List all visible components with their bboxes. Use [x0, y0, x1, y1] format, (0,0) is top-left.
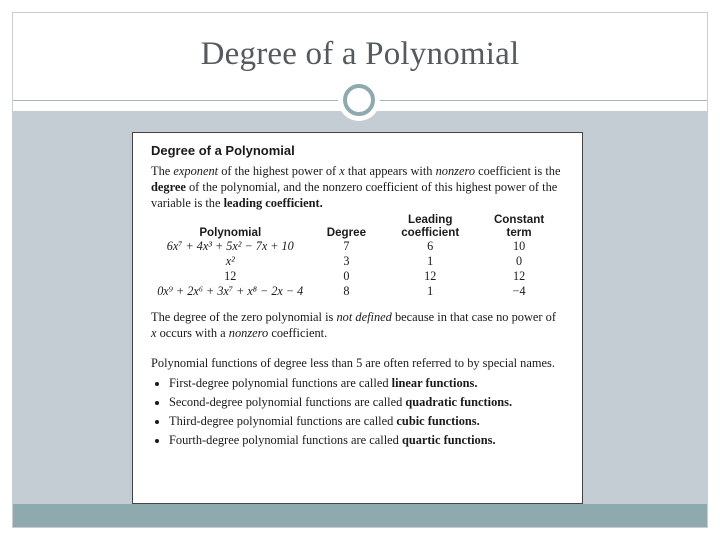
cell-leading: 12: [424, 269, 437, 283]
special-names-paragraph: Polynomial functions of degree less than 5 are often referred to by special names.: [151, 356, 555, 370]
cell-polynomial: x²: [225, 254, 235, 268]
cell-polynomial: 6x⁷ + 4x³ + 5x² − 7x + 10: [166, 239, 294, 253]
intro-degree: degree: [151, 180, 186, 194]
polynomial-table: [151, 213, 561, 299]
list-item-text: Third-degree polynomial functions are called: [169, 414, 397, 428]
cell-polynomial: 12: [224, 269, 237, 283]
zero-polynomial-paragraph: [151, 309, 564, 341]
table-row: [151, 254, 561, 269]
intro-variable: x: [339, 164, 345, 178]
header-polynomial-label: Polynomial: [199, 226, 262, 239]
list-item: [169, 375, 564, 391]
cell-constant: −4: [512, 284, 526, 298]
table-row: [151, 239, 561, 254]
cell-leading: 6: [427, 239, 434, 253]
zero-not-defined: not defined: [336, 310, 392, 324]
zero-text-7: coefficient.: [268, 326, 328, 340]
header-constant-line1: Constant: [493, 213, 545, 226]
cell-constant: 12: [512, 269, 526, 283]
cell-constant: 10: [512, 239, 526, 253]
spacer: [151, 341, 564, 355]
header-constant-line2: term: [506, 226, 532, 239]
table-header-row: [151, 213, 561, 239]
header-degree-label: Degree: [326, 226, 367, 239]
cell-polynomial: 0x⁹ + 2x⁶ + 3x⁷ + x⁸ − 2x − 4: [157, 284, 304, 298]
list-item-text: Second-degree polynomial functions are called: [169, 395, 406, 409]
list-item-term: linear functions.: [391, 376, 478, 390]
intro-text-5: that appears with: [344, 164, 436, 178]
cell-degree: 0: [343, 269, 350, 283]
header-leading-coefficient: [383, 213, 477, 239]
list-item-text: First-degree polynomial functions are called: [169, 376, 392, 390]
zero-nonzero: nonzero: [228, 326, 269, 340]
zero-variable: x: [151, 326, 157, 340]
list-item: [169, 432, 564, 448]
definition-paragraph: [151, 163, 564, 211]
zero-text-3: because in that case no power of: [391, 310, 556, 324]
header-constant-term: [477, 213, 561, 239]
ring-ornament-icon: [338, 79, 380, 121]
list-item-text: Fourth-degree polynomial functions are called: [169, 433, 402, 447]
list-item-term: quartic functions.: [401, 433, 496, 447]
list-item-term: quadratic functions.: [405, 395, 513, 409]
slide-title: Degree of a Polynomial: [200, 36, 520, 72]
zero-text-1: The degree of the zero polynomial is: [151, 310, 337, 324]
table-row: [151, 284, 561, 299]
intro-nonzero: nonzero: [435, 164, 476, 178]
cell-degree: 3: [343, 254, 350, 268]
cell-constant: 0: [516, 254, 523, 268]
intro-leading-coefficient: leading coefficient.: [223, 196, 323, 210]
function-names-list: [151, 375, 564, 448]
intro-text-7: coefficient is the: [475, 164, 561, 178]
header-leading-line1: Leading: [407, 213, 453, 226]
list-item: [169, 413, 564, 429]
cell-degree: 8: [343, 284, 350, 298]
header-degree: [309, 213, 383, 239]
list-item-term: cubic functions.: [396, 414, 480, 428]
cell-degree: 7: [343, 239, 350, 253]
excerpt-heading: Degree of a Polynomial: [151, 143, 295, 158]
bottom-accent-bar: [13, 504, 707, 527]
table-row: [151, 269, 561, 284]
ring-inner: [343, 84, 375, 116]
intro-text-1: The: [151, 164, 174, 178]
zero-text-5: occurs with a: [156, 326, 229, 340]
intro-text-3: of the highest power of: [218, 164, 340, 178]
cell-leading: 1: [427, 284, 434, 298]
cell-leading: 1: [427, 254, 434, 268]
intro-exponent: exponent: [173, 164, 219, 178]
intro-text-9: of the polynomial, and the nonzero coefficient of this highest power of the variable is the: [151, 180, 558, 210]
textbook-excerpt: [132, 132, 583, 504]
header-leading-line2: coefficient: [401, 226, 460, 239]
header-polynomial: [151, 213, 309, 239]
list-item: [169, 394, 564, 410]
